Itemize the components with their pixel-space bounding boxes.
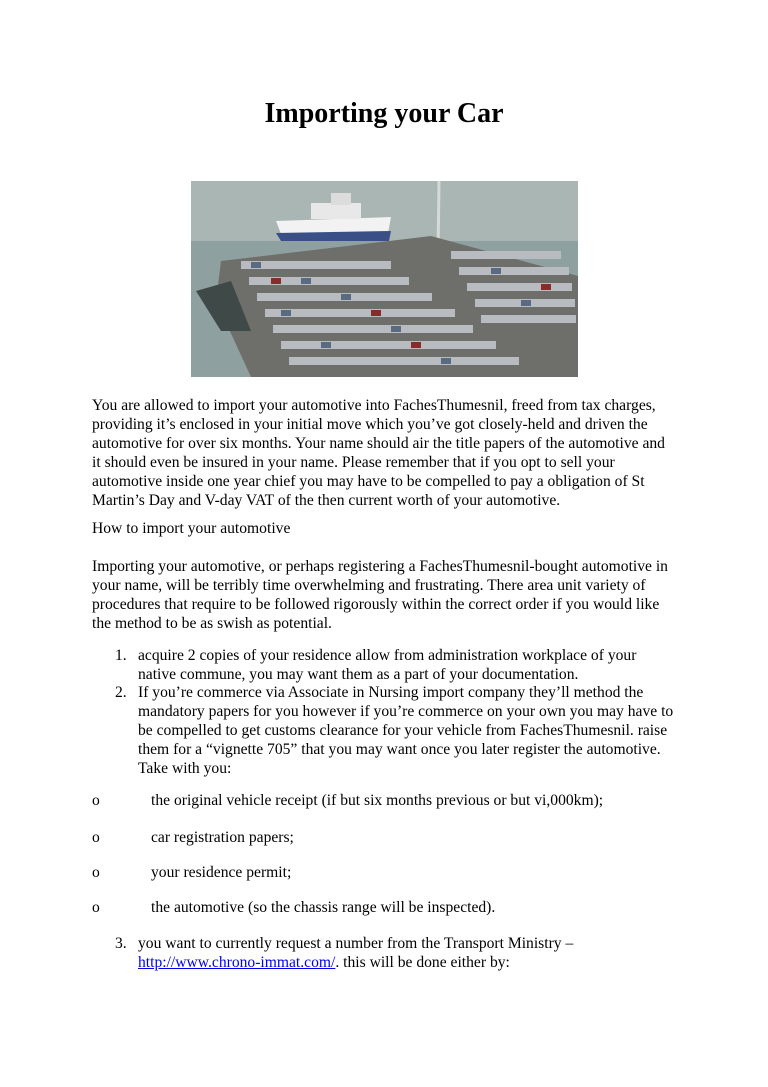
list-line: be compelled to get customs clearance for your vehicle from FachesThumesnil. raise	[138, 722, 668, 739]
list-line: native commune, you may want them as a part of your documentation.	[138, 666, 579, 683]
intro-line: Martin’s Day and V-day VAT of the then current worth of your automotive.	[92, 491, 561, 509]
procedure-line: procedures that require to be followed rigorously within the correct order if you would like	[92, 595, 660, 613]
list-line: you want to currently request a number from the Transport Ministry –	[138, 935, 574, 952]
intro-line: automotive for over six months. Your name should air the title papers of the automotive and	[92, 434, 665, 452]
list-line: mandatory papers for you however if you’re commerce on your own you may have to	[138, 703, 674, 720]
procedure-line: Importing your automotive, or perhaps registering a FachesThumesnil-bought automotive in	[92, 558, 668, 575]
bullet-marker: o	[92, 864, 100, 881]
list-line: acquire 2 copies of your residence allow from administration workplace of your	[138, 647, 637, 664]
procedure-line: your name, will be terribly time overwhelming and frustrating. There area unit variety of	[92, 576, 646, 594]
intro-paragraph	[92, 397, 692, 510]
intro-line: it should even be insured in your name. Please remember that if you opt to sell your	[92, 453, 615, 471]
list-line-rest: . this will be done either by:	[335, 954, 510, 971]
list-number: 3.	[115, 935, 127, 952]
bullet-text: your residence permit;	[151, 864, 292, 881]
list-line: them for a “vignette 705” that you may want once you later register the automotive.	[138, 741, 661, 758]
list-number: 1.	[115, 647, 127, 664]
bullet-marker: o	[92, 899, 100, 916]
bullet-text: car registration papers;	[151, 829, 294, 846]
bullet-marker: o	[92, 792, 100, 809]
chrono-immat-link[interactable]: http://www.chrono-immat.com/	[138, 954, 336, 971]
bullet-marker: o	[92, 829, 100, 846]
list-line: Take with you:	[138, 760, 232, 777]
document-title: Importing your Car	[264, 98, 504, 129]
intro-line: providing it’s enclosed in your initial move which you’ve got closely-held and driven the	[92, 415, 648, 433]
intro-line: automotive inside one year chief you may have to be compelled to pay a obligation of St	[92, 472, 645, 490]
procedure-line: the method to be as swish as potential.	[92, 614, 332, 632]
list-line: If you’re commerce via Associate in Nursing import company they’ll method the	[138, 684, 644, 701]
list-line	[138, 954, 510, 973]
bullet-text: the original vehicle receipt (if but six months previous or but vi,000km);	[151, 792, 604, 809]
harbor-parking-photo	[191, 181, 578, 377]
list-number: 2.	[115, 684, 127, 701]
bullet-text: the automotive (so the chassis range will be inspected).	[151, 899, 496, 916]
intro-line: You are allowed to import your automotive into FachesThumesnil, freed from tax charges,	[92, 397, 656, 414]
procedure-paragraph	[92, 558, 692, 634]
how-to-heading: How to import your automotive	[92, 520, 291, 537]
